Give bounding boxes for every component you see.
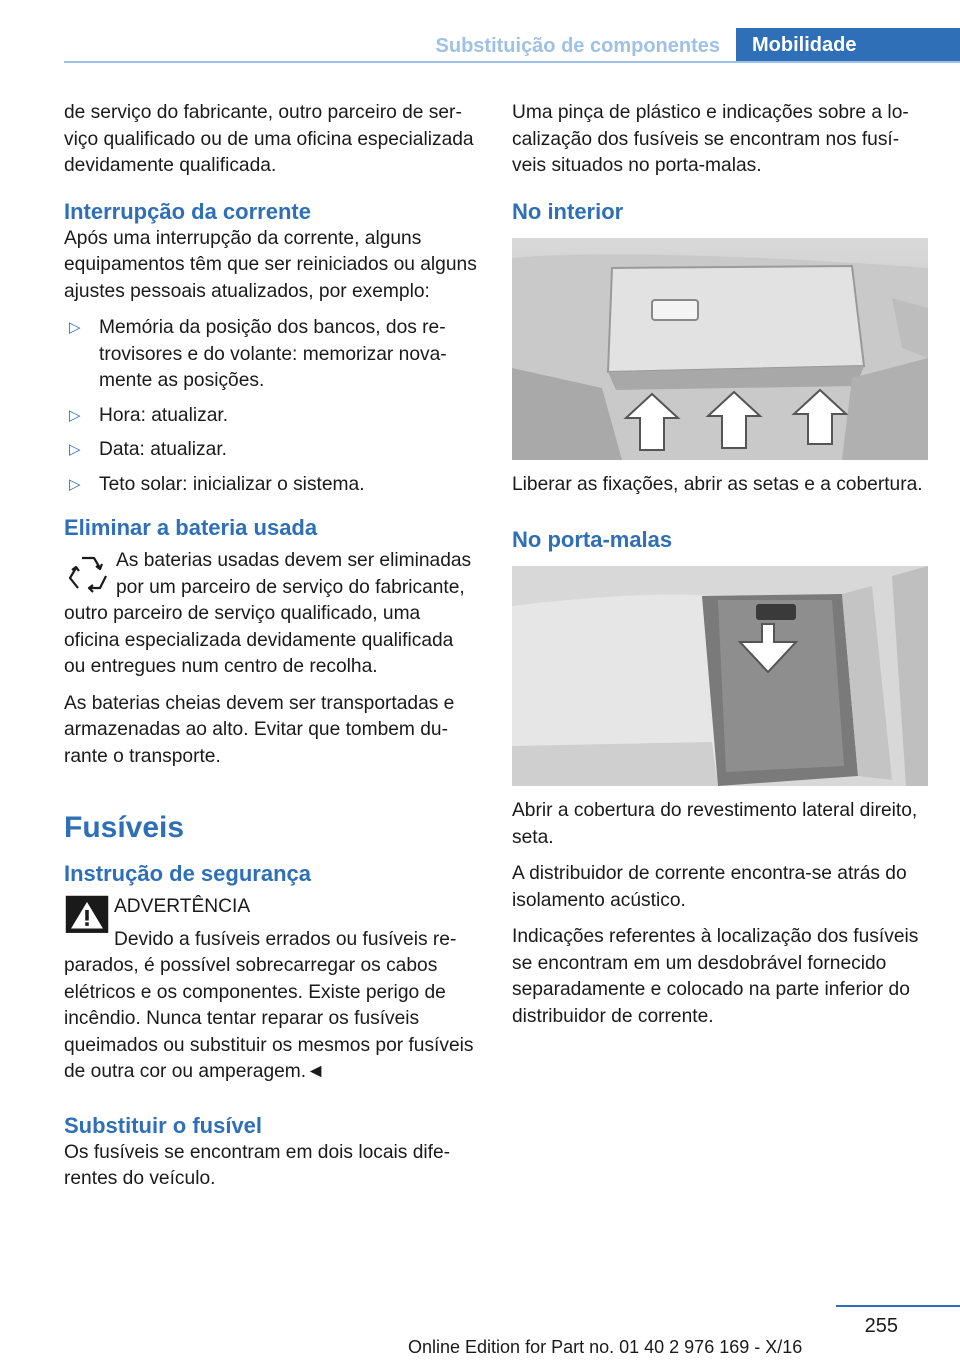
power-interruption-paragraph: Após uma interrupção da corrente, alguns equipamentos têm que ser reiniciados ou alguns ajustes pessoais atualizados, por exemplo: — [64, 227, 477, 302]
list-item: ▷ Memória da posição dos bancos, dos retrovisores e do volante: memorizar novamente as posições. — [69, 317, 447, 391]
list-item: ▷ Data: atualizar. — [64, 437, 478, 464]
trunk-paragraph-fold-out: Indicações referentes à localização dos fusíveis se encontram em um desdobrável fornecido separadamente e colocado na parte inferior do distribuidor de corrente. — [512, 926, 919, 1027]
edition-footer: Online Edition for Part no. 01 40 2 976 169 - X/16 — [408, 1337, 803, 1357]
intro-paragraph: de serviço do fabricante, outro parceiro de serviço qualificado ou de uma oficina especializada devidamente qualificada. — [64, 102, 474, 176]
battery-disposal-heading: Eliminar a bateria usada — [64, 515, 318, 540]
warning-title: ADVERTÊNCIA — [114, 896, 251, 917]
warning-text: Devido a fusíveis errados ou fusíveis reparados, é possível sobrecarregar os cabos elétricos e os componentes. Existe perigo de incêndio. Nunca tentar reparar os fusíveis queimados ou substituir os mesmos por fusíveis de outra cor ou amperagem.◄ — [64, 928, 474, 1082]
footer-rule — [836, 1305, 960, 1307]
replace-fuse-heading: Substituir o fusível — [64, 1112, 263, 1138]
trunk-figure — [512, 566, 928, 786]
replace-fuse-paragraph: Os fusíveis se encontram em dois locais diferentes do veículo. — [64, 1141, 451, 1189]
battery-disposal-paragraph: As baterias usadas devem ser eliminadas por um parceiro de serviço do fabricante, outro parceiro de serviço qualificado, uma oficina especializada devidamente qualificada ou entregues num centro de recolha. — [64, 550, 472, 677]
triangle-right-icon: ▷ — [69, 441, 81, 458]
warning-triangle-icon — [62, 894, 112, 940]
list-item: ▷ Hora: atualizar. — [64, 403, 478, 430]
header-chapter-tab[interactable]: Mobilidade — [736, 28, 960, 62]
header-section-title: Substituição de componentes — [435, 35, 720, 57]
trunk-paragraph-distributor: A distribuidor de corrente encontra-se atrás do isolamento acústico. — [512, 863, 907, 911]
right-intro-paragraph: Uma pinça de plástico e indicações sobre a localização dos fusíveis se encontram nos fusíveis situados no porta-malas. — [512, 102, 909, 176]
interior-figure — [512, 238, 928, 460]
power-interruption-list — [64, 315, 478, 498]
left-column — [64, 100, 478, 1203]
safety-heading: Instrução de segurança — [64, 861, 311, 886]
warning-block — [64, 894, 478, 1086]
power-interruption-heading: Interrupção da corrente — [64, 198, 311, 224]
list-item: ▷ Teto solar: inicializar o sistema. — [64, 472, 478, 499]
triangle-right-icon: ▷ — [69, 475, 81, 493]
triangle-right-icon: ▷ — [69, 406, 81, 424]
interior-heading: No interior — [512, 198, 624, 224]
trunk-caption: Abrir a cobertura do revestimento lateral direito, seta. — [512, 800, 918, 848]
battery-transport-paragraph: As baterias cheias devem ser transportadas e armazenadas ao alto. Evitar que tombem durante o transporte. — [64, 692, 455, 767]
trunk-heading: No porta-malas — [512, 527, 673, 552]
page-number: 255 — [864, 1315, 898, 1337]
triangle-right-icon: ▷ — [69, 319, 81, 336]
header-rule — [64, 61, 960, 63]
interior-caption: Liberar as fixações, abrir as setas e a cobertura. — [512, 473, 923, 495]
recycle-icon — [62, 548, 114, 600]
right-column — [512, 100, 926, 1040]
fuses-heading: Fusíveis — [64, 811, 185, 844]
